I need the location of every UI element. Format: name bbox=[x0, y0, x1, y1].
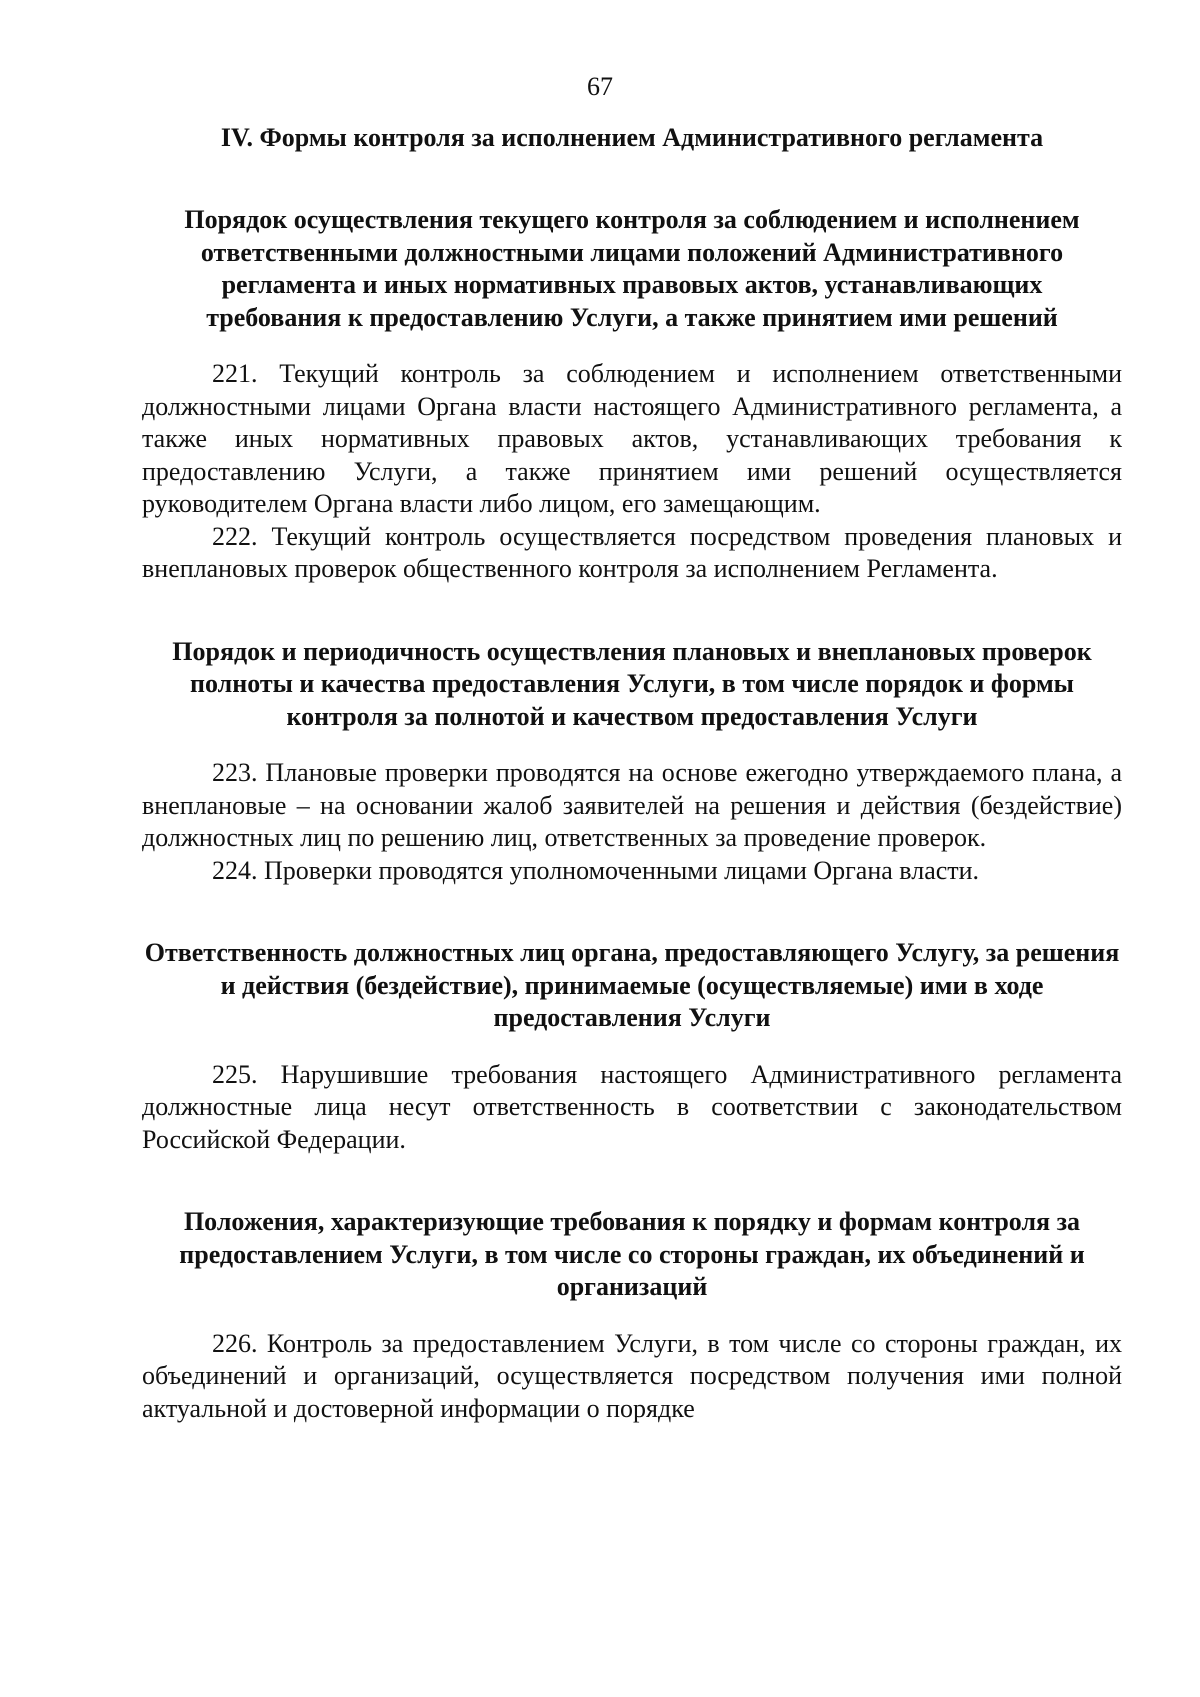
paragraph: 222. Текущий контроль осуществляется посредством проведения плановых и внеплановых проверок общественного контроля за исполнением Регламента. bbox=[142, 521, 1122, 583]
section-heading: Положения, характеризующие требования к порядку и формам контроля за предоставлением Услуги, в том числе со стороны граждан, их объединений и организаций bbox=[179, 1207, 1085, 1301]
section-heading: Ответственность должностных лиц органа, предоставляющего Услугу, за решения и действия (бездействие), принимаемые (осуществляемые) ими в ходе предоставления Услуги bbox=[144, 938, 1120, 1032]
page-content bbox=[142, 122, 1122, 1425]
section-heading: Порядок и периодичность осуществления плановых и внеплановых проверок полноты и качества предоставления Услуги, в том числе порядок и формы контроля за полнотой и качеством предоставления Услуги bbox=[172, 636, 1092, 731]
paragraph: 226. Контроль за предоставлением Услуги, в том числе со стороны граждан, их объединений и организаций, осуществляется посредством получения ими полной актуальной и достоверной информации о порядке bbox=[142, 1328, 1122, 1423]
paragraph: 223. Плановые проверки проводятся на основе ежегодно утверждаемого плана, а внеплановые – на основании жалоб заявителей на решения и действия (бездействие) должностных лиц по решению лиц, ответственных за проведение проверок. bbox=[142, 758, 1122, 852]
paragraph: 225. Нарушившие требования настоящего Административного регламента должностные лица несут ответственность в соответствии с законодательством Российской Федерации. bbox=[142, 1059, 1122, 1154]
paragraph: 224. Проверки проводятся уполномоченными лицами Органа власти. bbox=[212, 855, 980, 885]
page-number: 67 bbox=[587, 72, 613, 101]
section-title: IV. Формы контроля за исполнением Административного регламента bbox=[220, 123, 1044, 152]
paragraph: 221. Текущий контроль за соблюдением и исполнением ответственными должностными лицами Органа власти настоящего Административного регламента, а также иных нормативных правовых актов, устанавливающих требования к предоставлению Услуги, а также принятием ими решений осуществляется руководителем Органа власти либо лицом, его замещающим. bbox=[142, 359, 1122, 518]
section-heading: Порядок осуществления текущего контроля за соблюдением и исполнением ответственными должностными лицами положений Административного регламента и иных нормативных правовых актов, устанавливающих требования к предоставлению Услуги, а также принятием ими решений bbox=[184, 205, 1080, 332]
